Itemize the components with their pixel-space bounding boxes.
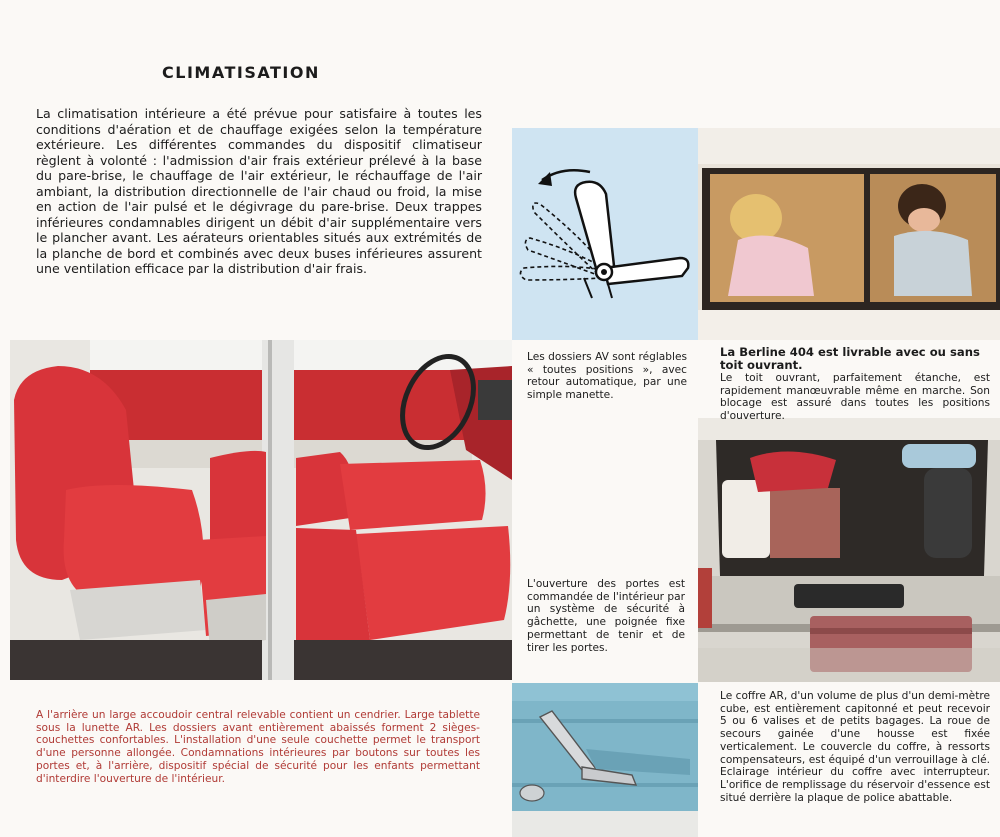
interior-seats-photo: [10, 340, 512, 680]
sunroof-photo: [698, 128, 1000, 340]
caption-portes: L'ouverture des portes est commandée de l'intérieur par un système de sécurité à gâchette, une poignée fixe permettant de tenir et de tirer les portes.: [527, 578, 685, 654]
caption-toit-title: La Berline 404 est livrable avec ou sans toit ouvrant.: [720, 345, 980, 372]
caption-coffre: Le coffre AR, d'un volume de plus d'un demi-mètre cube, est entièrement capitonné et peut recevoir 5 ou 6 valises et de petits bagages. La roue de secours gainée d'une housse est fixée verticalement. Le couvercle du coffre, à ressorts compensateurs, est équipé d'un verrouillage à clé. Eclairage intérieur du coffre avec interrupteur. L'orifice de remplissage du réservoir d'essence est situé derrière la plaque de police abattable.: [720, 690, 990, 804]
trunk-photo: [698, 418, 1000, 682]
page-title: CLIMATISATION: [162, 63, 320, 82]
caption-dossiers: Les dossiers AV sont réglables « toutes positions », avec retour automatique, par une simple manette.: [527, 351, 687, 402]
intro-paragraph: La climatisation intérieure a été prévue pour satisfaire à toutes les conditions d'aération et de chauffage exigées selon la température extérieure. Les différentes commandes du dispositif climatiseur règlent à volonté : l'admission d'air frais extérieur prélevé à la base du pare-brise, le chauffage de l'air extérieur, le réchauffage de l'air ambiant, la distribution directionnelle de l'air chaud ou froid, la mise en action de l'air pulsé et le dégivrage du pare-brise. Deux trappes inférieures condamnables dirigent un débit d'air supplémentaire vers le plancher avant. Les aérateurs orientables situés aux extrémités de la planche de bord et combinés avec deux buses inférieures assurent une ventilation efficace par la distribution d'air frais.: [36, 106, 482, 276]
caption-toit-body: Le toit ouvrant, parfaitement étanche, est rapidement manœuvrable même en marche. Son blocage est assuré dans toutes les positions d'ouverture.: [720, 372, 990, 423]
door-handle-photo: [512, 683, 698, 837]
caption-arriere: A l'arrière un large accoudoir central relevable contient un cendrier. Large tablette sous la lunette AR. Les dossiers avant entièrement abaissés forment 2 sièges-couchettes confortables. L'installation d'une seule couchette permet le transport d'une personne allongée. Condamnations intérieures par boutons sur toutes les portes et, à l'arrière, dispositif spécial de sécurité pour les enfants permettant d'interdire l'ouverture de l'intérieur.: [36, 709, 480, 785]
caption-toit: [720, 346, 990, 423]
seat-recline-diagram: [512, 128, 698, 340]
